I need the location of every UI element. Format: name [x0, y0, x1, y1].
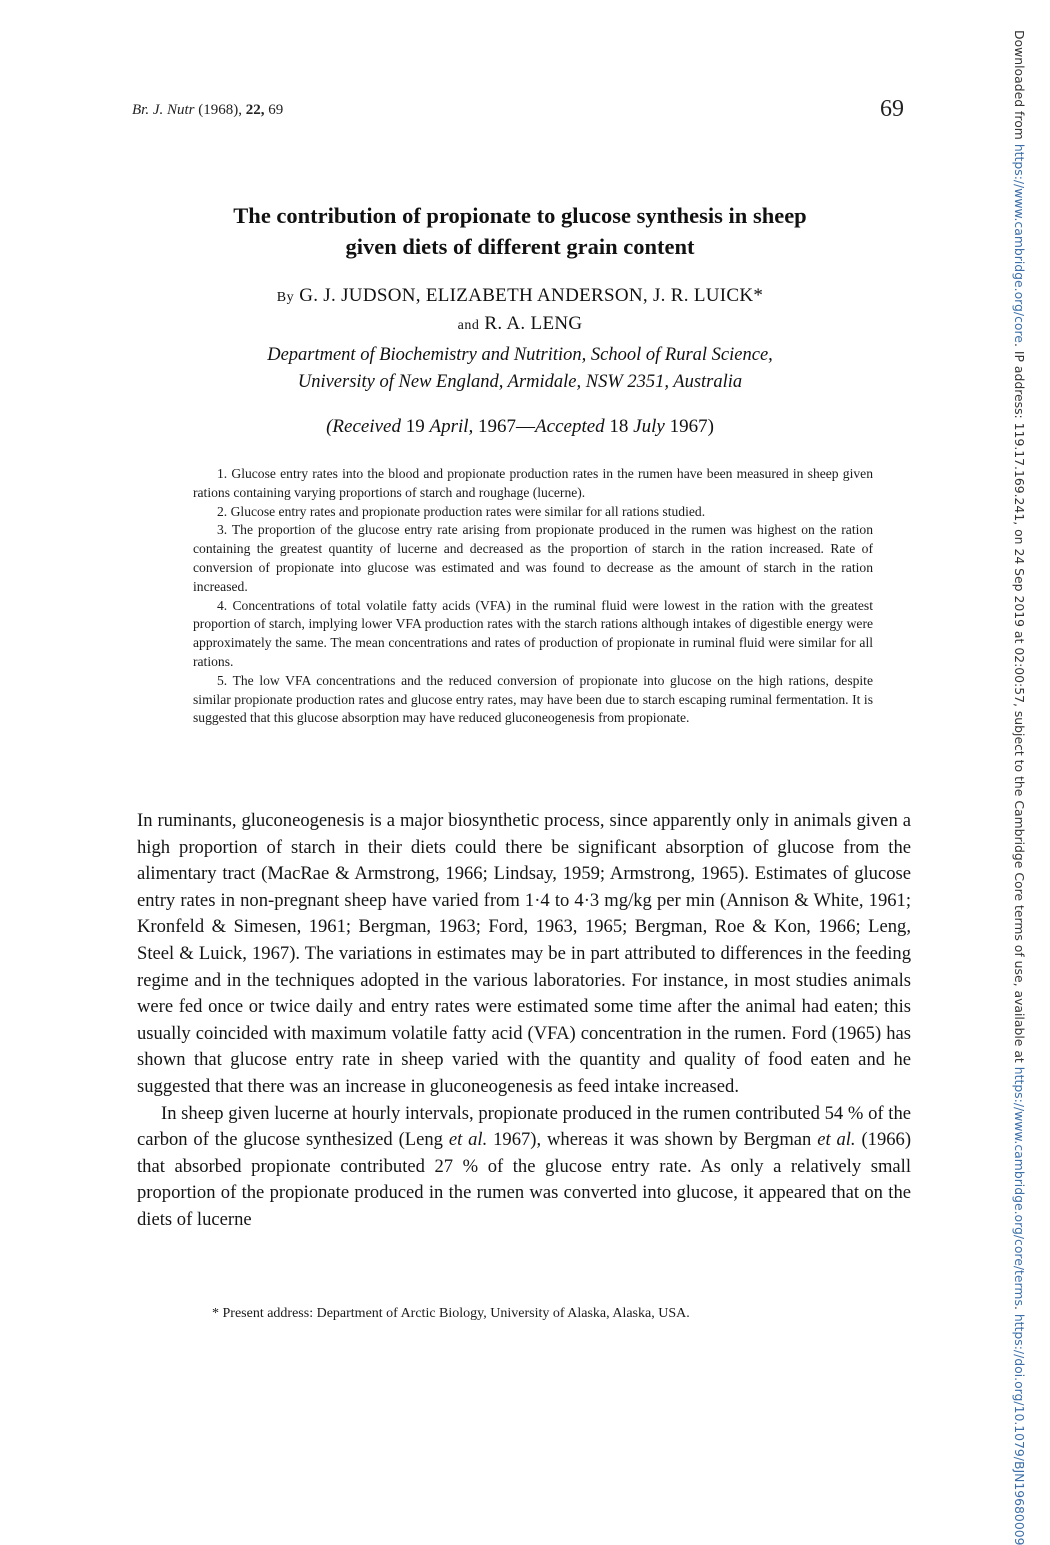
- abstract: [193, 465, 873, 728]
- paragraph-2-part-a: In sheep given lucerne at hourly intervals, propionate produced in the rumen contributed 54 % of the carbon of the glucose synthesized (Leng: [137, 1102, 911, 1151]
- paragraph-2-part-c: (1966) that absorbed propionate contributed 27 % of the glucose entry rate. As only a relatively small proportion of the propionate produced in the rumen was converted into glucose, it appeared that on the diets of lucerne: [137, 1129, 912, 1230]
- footnote: * Present address: Department of Arctic Biology, University of Alaska, Alaska, USA.: [212, 1306, 690, 1321]
- paragraph-2-part-b: 1967), whereas it was shown by Bergman: [493, 1129, 812, 1151]
- accepted-label: Accepted: [535, 416, 605, 437]
- download-notice-text: [1012, 30, 1027, 1545]
- abstract-point-4: 4. Concentrations of total volatile fatty acids (VFA) in the ruminal fluid were lowest in the ration with the greatest proportion of starch, implying lower VFA production rates with the starch rations although intakes of digestible energy were approximately the same. The mean concentrations and rates of production of propionate in ruminal fluid were similar for all rations.: [193, 597, 873, 669]
- author-list: [120, 283, 920, 339]
- body-text: [137, 808, 911, 1234]
- body-paragraph-2: [137, 1101, 911, 1234]
- received-year: 1967—: [478, 416, 536, 437]
- accepted-month: July: [633, 416, 665, 437]
- received-label: (Received: [326, 416, 401, 437]
- title-line-1: The contribution of propionate to glucose synthesis in sheep: [233, 203, 807, 228]
- authors-prefix: By: [276, 290, 295, 305]
- abstract-point-1: 1. Glucose entry rates into the blood and propionate production rates in the rumen have been measured in sheep given rations containing varying proportions of starch and roughage (lucerne).: [193, 466, 873, 500]
- terms-link[interactable]: https://www.cambridge.org/core/terms: [1012, 1066, 1027, 1306]
- journal-name: Br. J. Nutr: [132, 102, 195, 118]
- accepted-day: 18: [609, 416, 629, 437]
- download-ip-info: . IP address: 119.17.169.241, on 24 Sep 2019 at 02:00:57, subject to the Cambridge Core terms of use, available at: [1012, 342, 1027, 1063]
- authors-names-2: R. A. LENG: [484, 313, 583, 334]
- article-title: [120, 200, 920, 262]
- received-day: 19: [405, 416, 425, 437]
- cambridge-core-link[interactable]: https://www.cambridge.org/core: [1012, 143, 1027, 343]
- affiliation-line-2: University of New England, Armidale, NSW 2351, Australia: [297, 372, 743, 392]
- download-prefix: Downloaded from: [1012, 30, 1027, 140]
- affiliation: [120, 342, 920, 396]
- received-month: April,: [429, 416, 474, 437]
- page-number: 69: [880, 96, 904, 122]
- affiliation-line-1: Department of Biochemistry and Nutrition, School of Rural Science,: [267, 345, 773, 365]
- et-al-1: et al.: [448, 1129, 488, 1151]
- authors-line-1: [120, 283, 920, 311]
- authors-line-2: [120, 311, 920, 339]
- authors-names-1: G. J. JUDSON, ELIZABETH ANDERSON, J. R. LUICK*: [299, 285, 764, 306]
- abstract-point-5: 5. The low VFA concentrations and the reduced conversion of propionate into glucose on the high rations, despite similar propionate production rates and glucose entry rates, may have been due to starch escaping ruminal fermentation. It is suggested that this glucose absorption may have reduced gluconeogenesis from propionate.: [193, 672, 873, 726]
- et-al-2: et al.: [817, 1129, 856, 1151]
- journal-start-page: 69: [268, 102, 284, 118]
- received-dates: [120, 416, 920, 438]
- accepted-year: 1967): [669, 416, 714, 437]
- title-line-2: given diets of different grain content: [345, 234, 695, 259]
- abstract-point-2: 2. Glucose entry rates and propionate production rates were similar for all rations studied.: [217, 503, 706, 519]
- body-paragraph-1: In ruminants, gluconeogenesis is a major biosynthetic process, since apparently only in animals given a high proportion of starch in their diets could there be significant absorption of glucose from the alimentary tract (MacRae & Armstrong, 1966; Lindsay, 1959; Armstrong, 1965). Estimates of glucose entry rates in non-pregnant sheep have varied from 1·4 to 4·3 mg/kg per min (Annison & White, 1961; Kronfeld & Simesen, 1961; Bergman, 1963; Ford, 1963, 1965; Bergman, Roe & Kon, 1966; Leng, Steel & Luick, 1967). The variations in estimates may be in part attributed to differences in the feeding regime and in the techniques adopted in the various laboratories. For instance, in most studies animals were fed once or twice daily and entry rates were estimated some time after the animal had eaten; this usually coincided with maximum volatile fatty acid (VFA) concentration in the rumen. Ford (1965) has shown that glucose entry rate in sheep varied with the quantity and quality of food eaten and he suggested that there was an increase in gluconeogenesis as feed intake increased.: [137, 810, 911, 1097]
- journal-volume: 22,: [245, 102, 265, 118]
- journal-year: (1968),: [198, 102, 243, 118]
- download-separator: .: [1012, 1305, 1027, 1314]
- running-head: [132, 102, 283, 119]
- authors-and: and: [457, 318, 480, 333]
- doi-link[interactable]: https://doi.org/10.1079/BJN19680009: [1012, 1313, 1027, 1545]
- abstract-point-3: 3. The proportion of the glucose entry rate arising from propionate produced in the rumen was highest on the ration containing the greatest quantity of lucerne and decreased as the proportion of starch in the ration increased. Rate of conversion of propionate into glucose was estimated and was found to decrease as the amount of starch in the ration increased.: [193, 522, 873, 594]
